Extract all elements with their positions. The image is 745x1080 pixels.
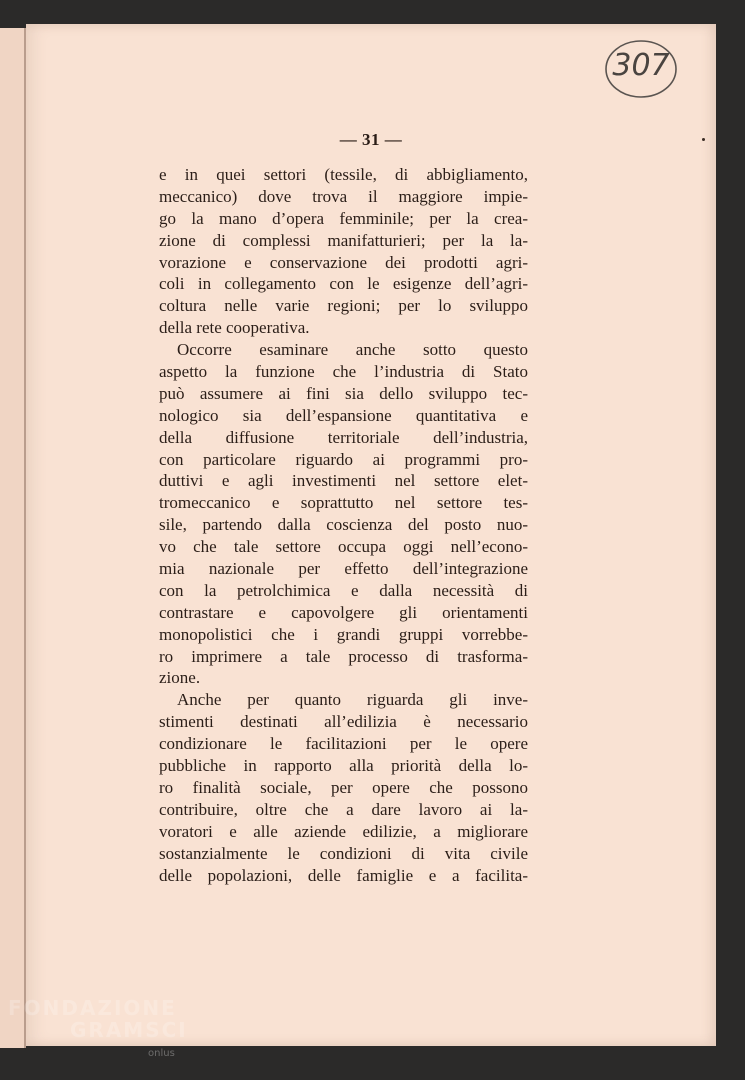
text-line: pubbliche in rapporto alla priorità della lo- <box>159 756 528 776</box>
text-line: con la petrolchimica e dalla necessità di <box>159 580 528 600</box>
handwritten-annotation <box>604 38 678 100</box>
text-line: delle popolazioni, delle famiglie e a facilita- <box>159 865 528 885</box>
text-line: e in quei settori (tessile, di abbigliamento, <box>159 165 528 184</box>
text-line: monopolistici che i grandi gruppi vorrebbe- <box>159 624 528 644</box>
text-line: zione di complessi manifatturieri; per la la- <box>159 230 528 250</box>
text-line: ro finalità sociale, per opere che possono <box>159 777 528 797</box>
text-line: ro imprimere a tale processo di trasforma- <box>159 646 528 666</box>
text-line: zione. <box>159 668 201 688</box>
text-line: Occorre esaminare anche sotto questo <box>177 340 528 360</box>
text-line: condizionare le facilitazioni per le opere <box>159 734 528 754</box>
annotation-number: 307 <box>612 48 670 83</box>
text-line: vorazione e conservazione dei prodotti agri- <box>159 252 528 272</box>
text-line: aspetto la funzione che l’industria di Stato <box>159 362 528 382</box>
text-line: Anche per quanto riguarda gli inve- <box>177 690 528 710</box>
document-page <box>26 24 716 1046</box>
text-line: meccanico) dove trova il maggiore impie- <box>159 186 528 206</box>
text-line: stimenti destinati all’edilizia è necessario <box>159 712 528 732</box>
text-line: contrastare e capovolgere gli orientamenti <box>159 602 528 622</box>
text-line: mia nazionale per effetto dell’integrazione <box>159 559 528 579</box>
text-line: vo che tale settore occupa oggi nell’econo- <box>159 537 528 557</box>
text-line: go la mano d’opera femminile; per la crea- <box>159 208 528 228</box>
body-text <box>159 164 528 886</box>
watermark-line-1: FONDAZIONE <box>8 996 177 1020</box>
watermark-line-3: onlus <box>148 1048 175 1059</box>
text-line: nologico sia dell’espansione quantitativa e <box>159 405 528 425</box>
text-line: della diffusione territoriale dell’industria, <box>159 427 528 447</box>
watermark-line-2: GRAMSCI <box>70 1018 188 1042</box>
text-line: sile, partendo dalla coscienza del posto nuo- <box>159 515 528 535</box>
left-page-edge <box>0 28 26 1048</box>
text-line: sostanzialmente le condizioni di vita civile <box>159 843 528 863</box>
text-line: duttivi e agli investimenti nel settore elet- <box>159 471 528 491</box>
text-line: della rete cooperativa. <box>159 318 310 338</box>
text-line: tromeccanico e soprattutto nel settore tes- <box>159 493 528 513</box>
watermark-logo <box>8 996 208 1076</box>
text-line: contribuire, oltre che a dare lavoro ai la- <box>159 799 528 819</box>
page-number: — 31 — <box>339 130 403 149</box>
text-line: con particolare riguardo ai programmi pro- <box>159 449 528 469</box>
text-line: coltura nelle varie regioni; per lo sviluppo <box>159 296 528 316</box>
text-line: coli in collegamento con le esigenze dell’agri- <box>159 274 528 294</box>
text-line: voratori e alle aziende edilizie, a migliorare <box>159 821 528 841</box>
text-line: può assumere ai fini sia dello sviluppo tec- <box>159 383 528 403</box>
